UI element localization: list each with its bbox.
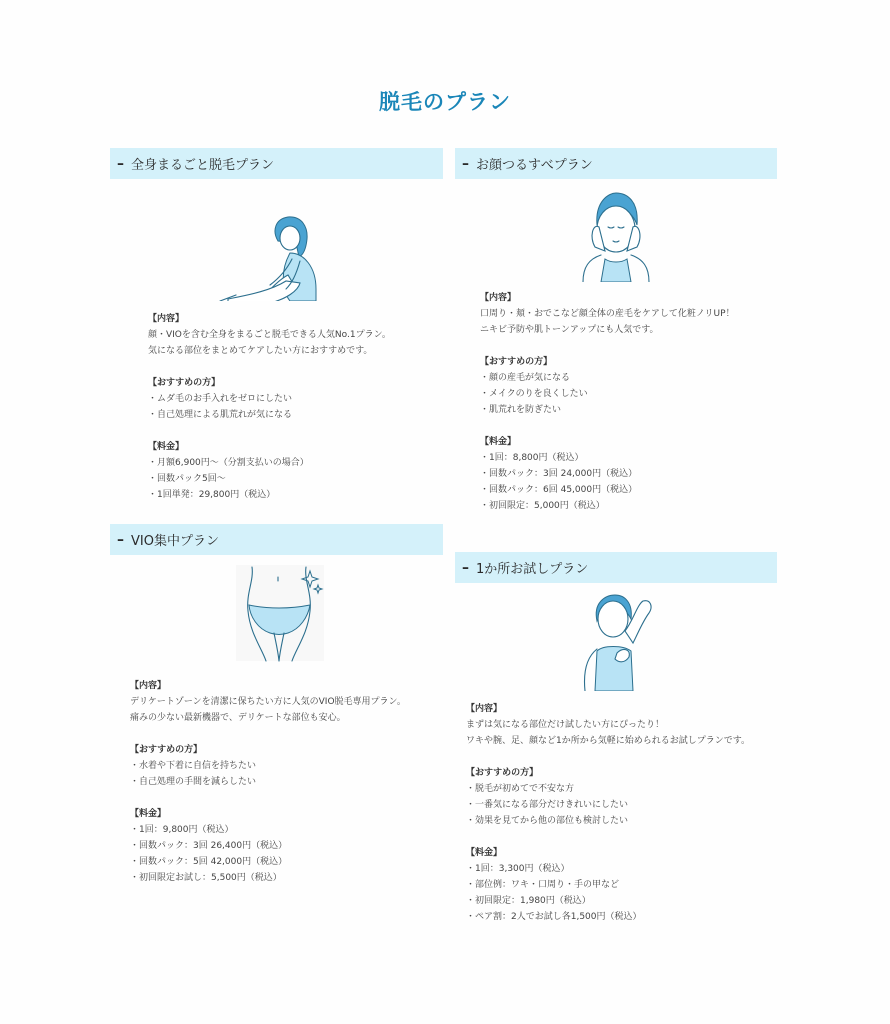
price-item: ・1回：8,800円（税込）	[480, 453, 584, 463]
plan-body-vio	[130, 678, 443, 886]
recommend-item: ・水着や下着に自信を持ちたい	[130, 761, 257, 771]
recommend-heading: 【おすすめの方】	[148, 378, 221, 388]
content-line: ワキや腕、足、顔など1か所から気軽に始められるお試しプランです。	[466, 736, 751, 746]
content-line: 痛みの少ない最新機器で、デリケートな部位も安心。	[130, 713, 346, 723]
dash-icon: –	[117, 155, 124, 172]
plan-title: VIO集中プラン	[131, 534, 219, 549]
price-item: ・初回限定お試し：5,500円（税込）	[130, 873, 282, 883]
price-item: ・1回単発：29,800円（税込）	[148, 490, 276, 500]
content-heading: 【内容】	[466, 704, 503, 714]
price-item: ・初回限定：5,000円（税込）	[480, 501, 605, 511]
plan-card-face	[455, 148, 777, 514]
recommend-item: ・顔の産毛が気になる	[480, 373, 571, 383]
content-line: 口周り・頬・おでこなど顔全体の産毛をケアして化粧ノリUP！	[480, 309, 735, 319]
page-title: 脱毛のプラン	[379, 90, 511, 114]
recommend-heading: 【おすすめの方】	[130, 745, 203, 755]
recommend-item: ・自己処理の手間を減らしたい	[130, 777, 257, 787]
plan-title: 1か所お試しプラン	[476, 562, 589, 577]
price-item: ・回数パック：5回 42,000円（税込）	[130, 857, 288, 867]
price-heading: 【料金】	[466, 848, 503, 858]
recommend-item: ・脱毛が初めてで不安な方	[466, 784, 575, 794]
recommend-item: ・メイクのりを良くしたい	[480, 389, 588, 399]
price-item: ・初回限定：1,980円（税込）	[466, 896, 591, 906]
plan-body-face	[480, 290, 777, 514]
price-heading: 【料金】	[480, 437, 517, 447]
plan-header-face	[455, 148, 777, 179]
plan-body-trial	[466, 701, 777, 925]
content-line: まずは気になる部位だけ試したい方にぴったり！	[466, 720, 665, 730]
dash-icon: –	[462, 155, 469, 172]
plan-card-vio	[110, 524, 443, 886]
price-item: ・回数パック：3回 26,400円（税込）	[130, 841, 288, 851]
recommend-heading: 【おすすめの方】	[466, 768, 539, 778]
content-line: 顔・VIOを含む全身をまるごと脱毛できる人気No.1プラン。	[148, 330, 391, 340]
price-item: ・月額6,900円〜（分割支払いの場合）	[148, 458, 309, 468]
sitting-woman-illustration	[110, 191, 443, 301]
price-item: ・回数パック：3回 24,000円（税込）	[480, 469, 638, 479]
content-line: デリケートゾーンを清潔に保ちたい方に人気のVIO脱毛専用プラン。	[130, 697, 406, 707]
price-item: ・回数パック5回〜	[148, 474, 226, 484]
vio-illustration	[110, 563, 443, 663]
plan-header-full-body	[110, 148, 443, 179]
dash-icon: –	[117, 531, 124, 548]
recommend-item: ・効果を見てから他の部位も検討したい	[466, 816, 629, 826]
content-heading: 【内容】	[480, 293, 517, 303]
price-heading: 【料金】	[130, 809, 167, 819]
content-line: ニキビ予防や肌トーンアップにも人気です。	[480, 325, 659, 335]
plan-title: お顔つるすべプラン	[476, 158, 593, 173]
price-item: ・1回：3,300円（税込）	[466, 864, 570, 874]
recommend-heading: 【おすすめの方】	[480, 357, 553, 367]
recommend-item: ・一番気になる部分だけきれいにしたい	[466, 800, 629, 810]
price-item: ・部位例：ワキ・口周り・手の甲など	[466, 880, 620, 890]
content-heading: 【内容】	[130, 681, 167, 691]
plan-title: 全身まるごと脱毛プラン	[131, 158, 275, 173]
face-care-illustration	[455, 187, 777, 282]
recommend-item: ・肌荒れを防ぎたい	[480, 405, 562, 415]
plan-header-trial	[455, 552, 777, 583]
recommend-item: ・ムダ毛のお手入れをゼロにしたい	[148, 394, 293, 404]
content-heading: 【内容】	[148, 314, 185, 324]
plan-body-full-body	[148, 311, 443, 503]
plan-card-trial	[455, 552, 777, 925]
plan-header-vio	[110, 524, 443, 555]
price-item: ・ペア割：2人でお試し各1,500円（税込）	[466, 912, 642, 922]
dash-icon: –	[462, 559, 469, 576]
price-item: ・回数パック：6回 45,000円（税込）	[480, 485, 638, 495]
recommend-item: ・自己処理による肌荒れが気になる	[148, 410, 293, 420]
underarm-illustration	[455, 591, 777, 691]
plan-card-full-body	[110, 148, 443, 503]
price-item: ・1回：9,800円（税込）	[130, 825, 234, 835]
price-heading: 【料金】	[148, 442, 185, 452]
content-line: 気になる部位をまとめてケアしたい方におすすめです。	[148, 346, 373, 356]
